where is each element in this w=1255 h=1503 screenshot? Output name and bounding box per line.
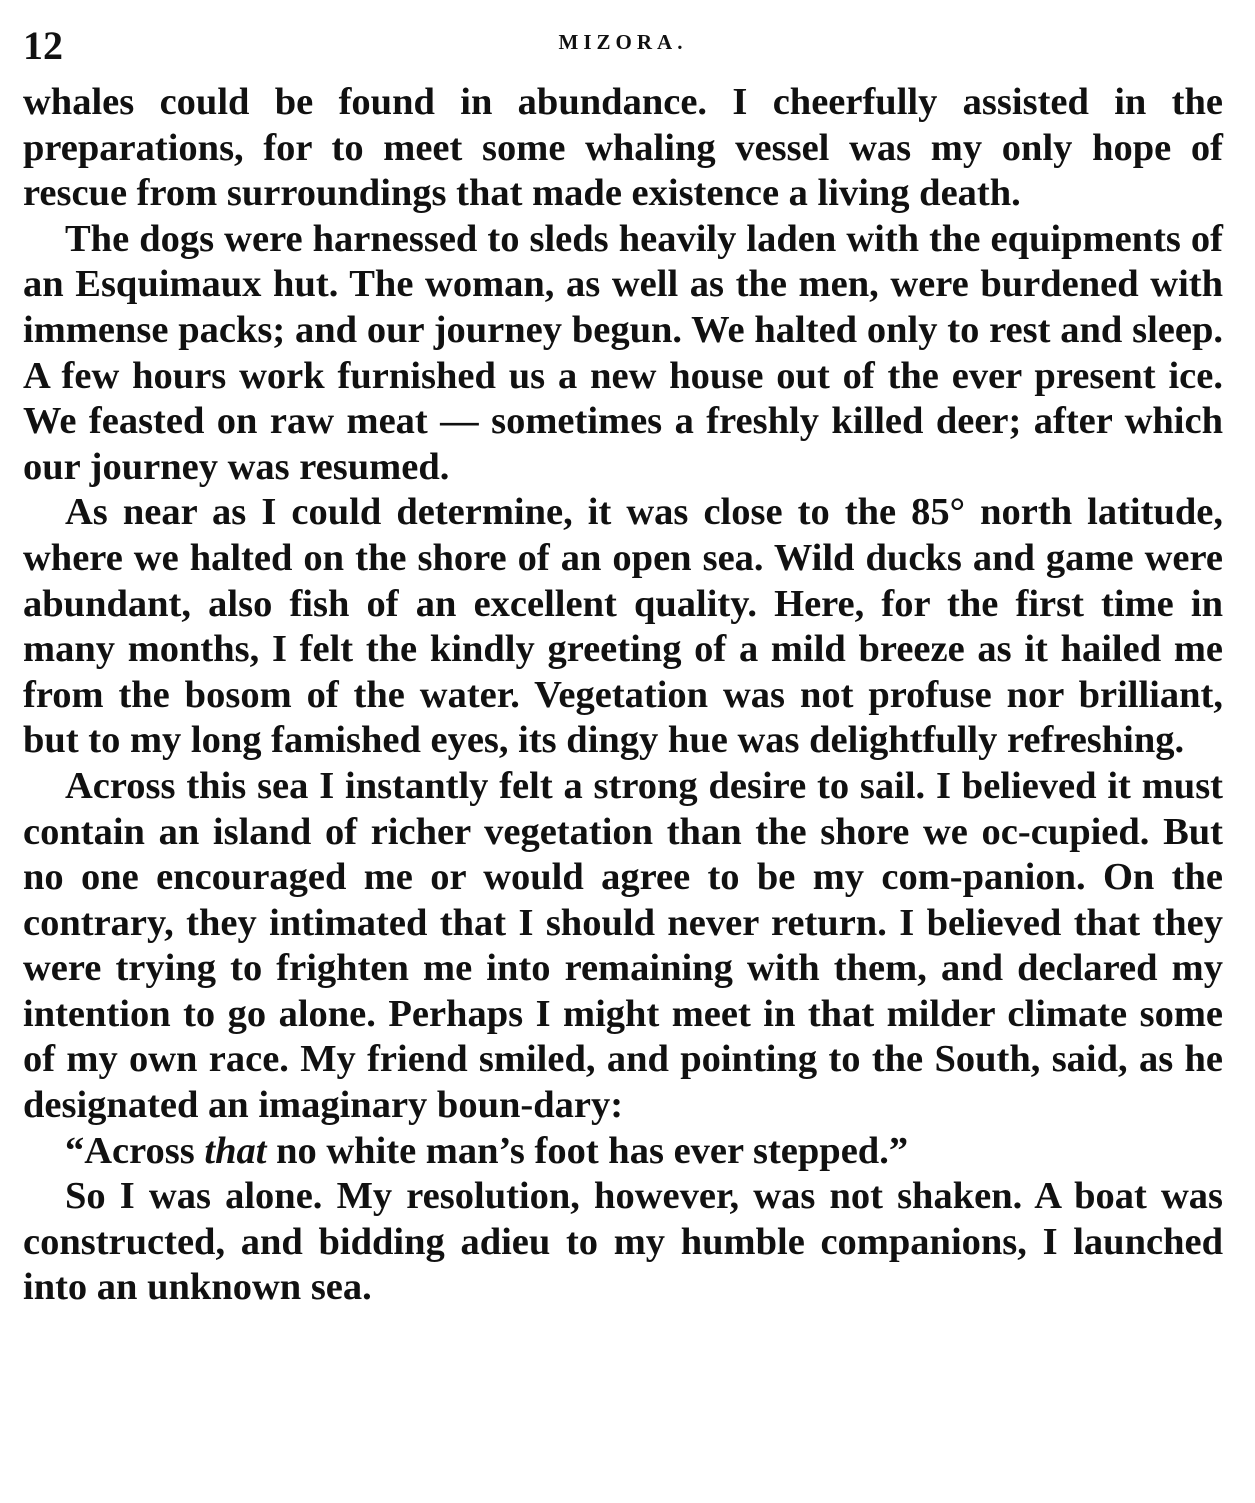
- paragraph-4: Across this sea I instantly felt a strong desire to sail. I believed it must contain an island of richer vegetation than the shore we oc-cupied. But no one encouraged me or would agree to be my com-panion. On the contrary, they intimated that I should never return. I believed that they were trying to frighten me into remaining with them, and declared my intention to go alone. Perhaps I might meet in that milder climate some of my own race. My friend smiled, and pointing to the South, said, as he designated an imaginary boun-dary:: [23, 764, 1223, 1127]
- page-number: 12: [23, 23, 63, 68]
- quote-text-after: no white man’s foot has ever stepped.”: [266, 1129, 909, 1172]
- book-page: [23, 22, 1223, 1311]
- quote-text-before: “Across: [65, 1129, 205, 1172]
- body-text: [23, 80, 1223, 1311]
- paragraph-5-quotation: [23, 1129, 1223, 1175]
- quote-emphasis: that: [204, 1129, 267, 1172]
- paragraph-6: So I was alone. My resolution, however, was not shaken. A boat was constructed, and bidding adieu to my humble companions, I launched into an unknown sea.: [23, 1175, 1223, 1309]
- paragraph-1: whales could be found in abundance. I cheerfully assisted in the preparations, for to meet some whaling vessel was my only hope of rescue from surroundings that made existence a living death.: [23, 81, 1223, 215]
- paragraph-2: The dogs were harnessed to sleds heavily laden with the equipments of an Esquimaux hut. The woman, as well as the men, were burdened with immense packs; and our journey begun. We halted only to rest and sleep. A few hours work furnished us a new house out of the ever present ice. We feasted on raw meat — sometimes a freshly killed deer; after which our journey was resumed.: [23, 217, 1223, 488]
- running-head: [23, 22, 1223, 80]
- running-title: MIZORA.: [558, 30, 688, 54]
- paragraph-3: As near as I could determine, it was close to the 85° north latitude, where we halted on the shore of an open sea. Wild ducks and game were abundant, also fish of an excellent quality. Here, for the first time in many months, I felt the kindly greeting of a mild breeze as it hailed me from the bosom of the water. Vegetation was not profuse nor brilliant, but to my long famished eyes, its dingy hue was delightfully refreshing.: [23, 491, 1223, 762]
